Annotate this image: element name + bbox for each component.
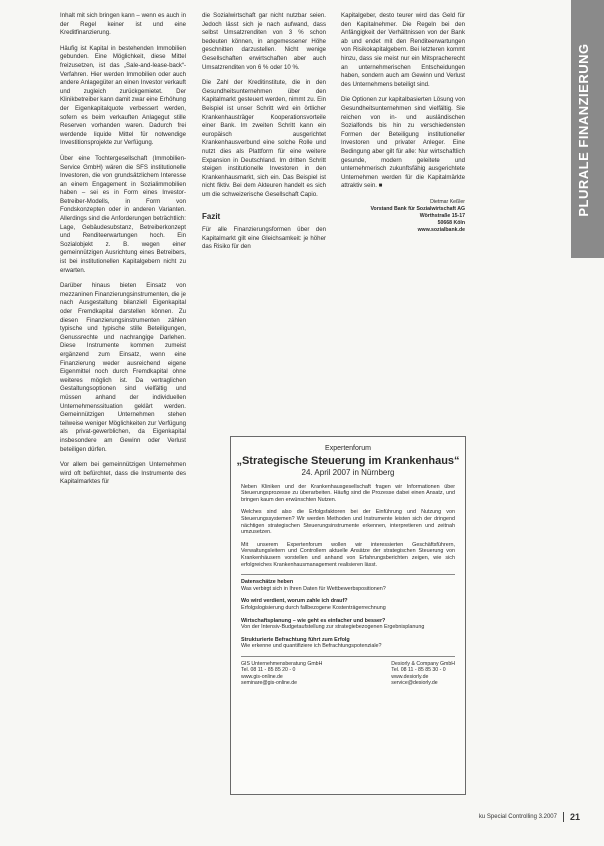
contact-phone: Tel. 08 11 - 85 85 30 - 0 xyxy=(391,667,446,674)
column-1 xyxy=(60,12,186,494)
divider xyxy=(241,574,455,575)
contact-name: GIS Unternehmensberatung GmbH xyxy=(241,660,323,667)
contact-website[interactable]: www.gis-online.de xyxy=(241,673,283,680)
paragraph: Darüber hinaus bieten Einsatz von mezzaninen Finanzierungsinstrumenten, die je nach Ausgestaltung bilanziell Eigenkapital oder Fremdkapital darstellen können. Zu diesen Finanzierungsinstrumenten zählen typische und typische stille Beteiligungen, Genussrechte und nachrangige Darlehen. Diese Instrumente kommen zumeist ergänzend zum Einsatz, wenn eine Finanzierung weder ausreichend eigene Eigenmittel noch durch Fremdkapital ohne weiteres möglich ist. Da vertraglichen Gestaltungsoptionen sind vielfältig und müssen anhand der individuellen Unternehmenssituation geklärt werden. Gemeinnützigen Unternehmen stehen teilweise weniger Möglichkeiten zur Verfügung als privat-gewerblichen, da Eigenkapital insbesondere am Gewinn oder Verlust beteiligen dürfen. xyxy=(60,282,187,453)
paragraph: die Sozialwirtschaft gar nicht nutzbar seien. Jedoch lässt sich je nach aufwand, dass selbst Umsatzrenditen von 3 % schon bedeuten können, in angemessener Höhe geschnitten darzustellen. Nicht wenige Gesellschaften erwirtschaften aber auch Umsatzrenditen von 6 % oder 10 %. xyxy=(202,12,326,71)
paragraph: Die Zahl der Kreditinstitute, die in den Gesundheitsunternehmen über den Kapitalmarkt gesteuert werden, nimmt zu. Ein Beispiel ist unser Schritt wird ein örtlicher Krankenhausträger Kooperationsvorteile einer Bank. Im zweiten Schritt kann ein europäisch ausgerichtet Krankenhausverbund eine solche Rolle und nutzt dies als Plattform für eine weitere Expansion in Deutschland. Im dritten Schritt steigen institutionelle Investoren in den Krankenhausmarkt, sich ein. Das Beispiel ist nicht fiktiv. Bei dem Akteuren handelt es sich um die schweizerische Gesellschaft Capio. xyxy=(202,79,326,198)
author-street: Wörthstraße 15-17 xyxy=(419,212,465,219)
ad-question-title: Strukturierte Befrachtung führt zum Erfolg xyxy=(241,636,350,643)
section-tab-label: PLURALE FINANZIERUNG xyxy=(576,43,591,217)
contact-website[interactable]: www.desiorly.de xyxy=(391,673,429,680)
author-web: www.sozialbank.de xyxy=(417,226,465,233)
ad-date: 24. April 2007 in Nürnberg xyxy=(301,467,395,477)
ad-kicker: Expertenforum xyxy=(325,445,371,452)
paragraph: Vor allem bei gemeinnützigen Unternehmen wird oft befürchtet, dass die Instrumente des Kapitalmarktes für xyxy=(60,461,186,486)
contact-block xyxy=(391,661,455,687)
author-name: Dietmar Keßler xyxy=(430,198,465,205)
paragraph: Die Optionen zur kapitalbasierten Lösung von Gesundheitsunternehmen sind vielfältig. Sie reichen von in- und ausländischen Sozialfonds bis hin zu verschiedensten Formen der Beteiligung institutioneller Investoren und privater Anleger. Eine Bedingung aber gilt für alle: Nur wirtschaftlich gesunde, modern geleitete und unternehmerisch zukunftsfähig ausgerichtete Unternehmen werden für die Kapitalmärkte attraktiv sein. ■ xyxy=(341,96,465,190)
contact-email[interactable]: seminare@gis-online.de xyxy=(241,680,298,687)
footer-divider xyxy=(563,812,564,822)
page-number: 21 xyxy=(569,812,580,822)
ad-question-text: Erfolgslogisierung durch fallbezogene Kostenträgerrechnung xyxy=(241,604,386,611)
paragraph: Kapitalgeber, desto teurer wird das Geld für den Kapitalnehmer. Die Regeln bei den Anfängigkeit der Verhältnissen von der Bank ab und endet mit den Renditeerwartungen von Risikokapitalgebern. Bei letzteren kommt hinzu, dass sie meist nur ein Mitspracherecht an unternehmerischen Entscheidungen haben, sondern auch am Gewinn und Verlust des Unternehmens beteiligt sind. xyxy=(341,12,465,88)
paragraph: Häufig ist Kapital in bestehenden Immobilien gebunden. Eine Möglichkeit, diese Mittel freizusetzen, ist das „Sale-and-lease-back“-Verfahren. Hier werden Immobilien oder auch andere Anlagegüter an einen Investor verkauft und zugleich zurückgemietet. Der Klinikbetreiber kann damit zwar eine Erhöhung der Eigenkapitalquote verbessert werden, sofern es beim verkauften Anlagegut stille Reserven vorhanden waren. Dadurch frei werdende liquide Mittel für notwendige Investitionsprojekte zur Verfügung. xyxy=(60,44,187,147)
advertisement-box xyxy=(230,436,466,795)
ad-question-title: Datenschätze heben xyxy=(241,579,294,586)
ad-question xyxy=(241,637,455,650)
divider xyxy=(241,656,455,657)
paragraph: Über eine Tochtergesellschaft (Immobilien-Service GmbH) wären die SFS institutionelle Investoren, die von grundsätzlichem Interesse an einem Engagement in Sozialimmobilien haben – sei es in Form eines Investor-Betreiber-Modells, in Form von Fondskonzepten oder in anderen Varianten. Allerdings sind die Anforderungen beträchtlich: Lage, Gebäudesubstanz, Betreiberkonzept und Renditeerwartungen hoch. Ein Sozialobjekt z. B. wegen einer gemeinnützigen Ausrichtung eines Betreibers, ist bei institutionellen Kapitalgebern nicht zu erwarten. xyxy=(60,154,186,274)
ad-question xyxy=(241,618,455,631)
publication-source: ku Special Controlling 3.2007 xyxy=(478,814,557,820)
contact-email[interactable]: service@desiorly.de xyxy=(391,680,438,687)
author-org: Vorstand Bank für Sozialwirtschaft AG xyxy=(370,205,465,212)
ad-question-text: Wie erkenne und quantifiziere ich Befrachtungspotenziale? xyxy=(241,643,382,650)
ad-question-title: Wo wird verdient, worum zahle ich drauf? xyxy=(241,598,348,605)
ad-paragraph: Welches sind also die Erfolgsfaktoren bei der Einführung und Nutzung von Steuerungssystemen? Wir werden Methoden und Instrumente leisten sich der dringend nächtigen strategischen Steuerungsinstrumente erkennen, interpretieren und zeitnah umzusetzen. xyxy=(241,509,455,536)
paragraph: Für alle Finanzierungsformen über den Kapitalmarkt gilt eine Gleichsamkeit: je höher das Risiko für den xyxy=(202,226,326,251)
column-3 xyxy=(341,12,465,234)
page-footer xyxy=(440,812,580,822)
paragraph: Inhalt mit sich bringen kann – wenn es auch in der Regel keiner ist und eine Kreditfinanzierung. xyxy=(60,12,186,37)
ad-question-text: Was verbirgt sich in Ihren Daten für Wettbewerbspositionen? xyxy=(241,585,386,592)
author-city: 50668 Köln xyxy=(437,219,465,226)
ad-question-text: Von der Intensiv-Budgetaufstellung zur strategiebezogenen Ergebnisplanung xyxy=(241,624,425,631)
ad-contacts xyxy=(231,661,465,687)
contact-phone: Tel. 08 11 - 85 85 20 - 0 xyxy=(241,667,296,674)
column-2 xyxy=(202,12,326,259)
ad-title: „Strategische Steuerung im Krankenhaus“ xyxy=(236,454,460,467)
ad-question xyxy=(241,579,455,592)
contact-block xyxy=(241,661,322,687)
contact-name: Desiorly & Company GmbH xyxy=(391,660,455,667)
ad-question xyxy=(241,598,455,611)
author-signature xyxy=(341,199,465,234)
section-heading: Fazit xyxy=(202,212,221,222)
ad-paragraph: Mit unserem Expertenforum wollen wir interessierten Geschäftsführern, Verwaltungsleitern und Controllern aktuelle Ansätze der strategischen Steuerung von Krankenhäusern vorstellen und anhand von Erfahrungsberichten zeigen, wie sich erfolgreiches Krankenhausmanagement realisieren lässt. xyxy=(241,541,455,568)
ad-question-title: Wirtschaftsplanung – wie geht es einfacher und besser? xyxy=(241,617,386,624)
ad-paragraph: Neben Kliniken und der Krankenhausgesellschaft fragen wir Informationen über Steuerungsprozesse zu überarbeiten. Häufig sind die Prozesse dabei einen Ansatz, und bringen kaum den erwünschten Nutzen. xyxy=(241,483,455,503)
